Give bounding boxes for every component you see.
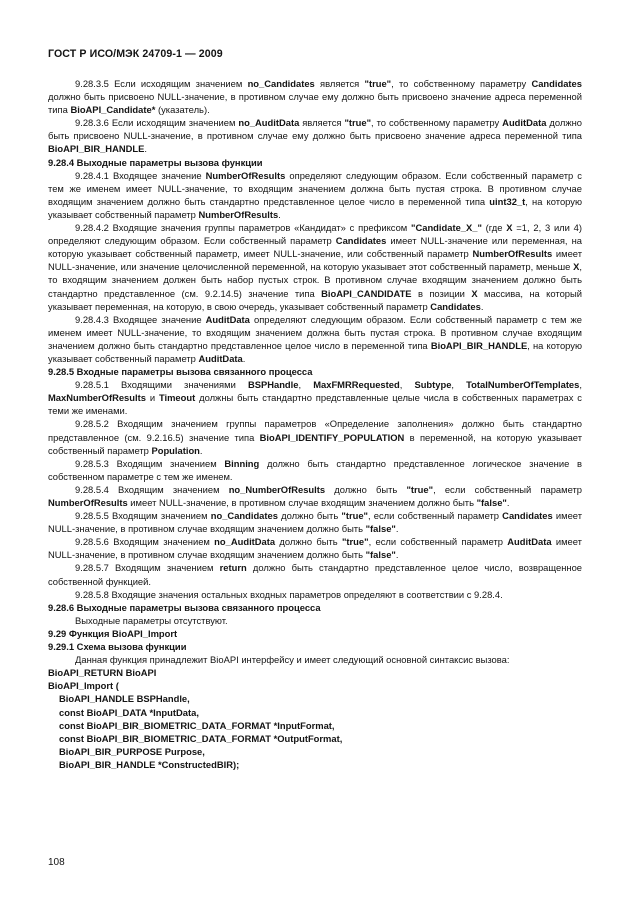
paragraph-text: 9.28.5.7 Входящим значением: [75, 562, 220, 574]
paragraph-text: (указатель).: [155, 104, 210, 116]
paragraph-text: является: [299, 117, 345, 129]
paragraph-text: 9.28.5.6 Входящим значением: [75, 536, 215, 548]
paragraph-text: должно быть стандартно представленное логическое значение в собственном параметре с тем же именем.: [48, 457, 582, 482]
paragraph-text: должно быть стандартно представленное целое число, возвращенное собственной функцией.: [48, 562, 582, 587]
paragraph-text: должно быть присвоено NULL-значение, в противном случае ему должно быть присвоено значение адреса переменной типа: [48, 91, 582, 116]
paragraph-text: ,: [399, 379, 415, 391]
identifier-text: X: [506, 222, 513, 234]
paragraph-text: 9.28.4.2 Входящие значения группы параметров «Кандидат» с префиксом: [75, 222, 412, 234]
identifier-text: Candidates: [531, 78, 582, 89]
identifier-text: no_Candidates: [210, 510, 278, 522]
paragraph-text: .: [199, 444, 203, 456]
identifier-text: AuditData: [502, 117, 547, 129]
identifier-text: AuditData: [507, 536, 552, 548]
paragraph-text: имеет NULL-значение, в противном случае входящим значением должно быть: [48, 536, 582, 561]
paragraph-9-28-4-3: [48, 313, 582, 365]
code-line-param-purpose: BioAPI_BIR_PURPOSE Purpose,: [59, 745, 205, 757]
identifier-text: no_NumberOfResults: [228, 483, 326, 495]
identifier-text: no_Candidates: [247, 78, 315, 89]
identifier-text: Population: [151, 444, 200, 456]
paragraph-text: .: [506, 497, 510, 508]
paragraph-text: 9.28.4.1 Входящее значение: [75, 169, 206, 181]
identifier-text: BioAPI_IDENTIFY_POPULATION: [259, 431, 405, 443]
paragraph-9-28-5-5: [48, 509, 582, 535]
paragraph-9-28-5-1: [48, 378, 582, 417]
identifier-text: "false": [365, 549, 396, 561]
identifier-text: AuditData: [198, 352, 243, 364]
paragraph-text: , на которую указывает собственный параметр: [48, 339, 582, 364]
identifier-text: "false": [365, 523, 396, 535]
paragraph-text: должны быть стандартно представленные целые числа в собственных параметрах с теми же именами.: [48, 392, 582, 417]
heading-9-29: 9.29 Функция BioAPI_Import: [48, 627, 178, 639]
paragraph-9-28-5-6: [48, 535, 582, 561]
document-header: ГОСТ Р ИСО/МЭК 24709-1 — 2009: [48, 48, 223, 60]
paragraph-text: , если собственный параметр: [368, 510, 503, 522]
paragraph-no-output: Выходные параметры отсутствуют.: [75, 614, 228, 626]
identifier-text: NumberOfResults: [198, 208, 279, 220]
paragraph-text: =1, 2, 3 или 4) определяют следующим образом. Если собственный параметр: [48, 222, 582, 247]
paragraph-text: .: [144, 143, 147, 155]
paragraph-text: должно быть: [277, 510, 342, 522]
identifier-text: Subtype: [414, 379, 452, 391]
identifier-text: Timeout: [158, 392, 196, 404]
paragraph-text: имеет NULL-значение, в противном случае входящим значением должно быть: [48, 510, 582, 535]
paragraph-9-29-1: Данная функция принадлежит BioAPI интерфейсу и имеет следующий основной синтаксис вызова:: [75, 654, 510, 666]
identifier-text: uint32_t: [489, 195, 526, 207]
identifier-text: BioAPI_BIR_HANDLE: [48, 143, 145, 155]
paragraph-text: имеет NULL-значение, в противном случае входящим значением должно быть: [127, 497, 477, 508]
identifier-text: BioAPI_Candidate*: [70, 104, 156, 116]
identifier-text: AuditData: [205, 313, 250, 325]
paragraph-text: в позиции: [411, 287, 472, 299]
paragraph-text: 9.28.5.2 Входящим значением группы параметров «Определение заполнения» должно быть стандартно представленное (см. 9.2.16.5) значение типа: [48, 418, 582, 443]
paragraph-text: .: [395, 523, 399, 535]
paragraph-text: , если собственный параметр: [433, 483, 582, 495]
document-body: [48, 77, 582, 771]
code-line-param-inputformat: const BioAPI_BIR_BIOMETRIC_DATA_FORMAT *InputFormat,: [59, 719, 335, 731]
paragraph-text: массива, на который указывает переменная, на которую, в свою очередь, указывает собственный параметр: [48, 287, 582, 312]
paragraph-9-28-3-5: [48, 77, 582, 116]
paragraph-text: .: [278, 208, 281, 220]
paragraph-text: , на которую указывает собственный параметр: [48, 195, 583, 220]
paragraph-9-28-5-7: [48, 561, 582, 587]
paragraph-text: имеет NULL-значение или переменная, на которую указывает собственный параметр, имеет NULL-значение, или собственный параметр: [48, 235, 582, 260]
paragraph-text: , то собственному параметру: [371, 117, 503, 129]
identifier-text: NumberOfResults: [472, 248, 553, 260]
paragraph-text: 9.28.3.6 Если исходящим значением: [75, 117, 239, 129]
identifier-text: Candidates: [430, 300, 481, 312]
paragraph-text: 9.28.4.3 Входящее значение: [75, 313, 206, 325]
paragraph-text: .: [480, 300, 484, 312]
paragraph-9-28-4-2: [48, 221, 582, 313]
identifier-text: NumberOfResults: [48, 497, 128, 508]
identifier-text: "true": [341, 510, 368, 522]
paragraph-text: 9.28.5.1 Входящими значениями: [75, 379, 248, 391]
paragraph-text: , то собственному параметру: [391, 78, 532, 89]
identifier-text: "true": [406, 483, 434, 495]
identifier-text: "false": [476, 497, 507, 508]
identifier-text: "true": [344, 117, 372, 129]
paragraph-text: (где: [481, 222, 507, 234]
code-line-return-type: BioAPI_RETURN BioAPI: [48, 667, 157, 679]
paragraph-9-28-3-6: [48, 116, 582, 155]
paragraph-text: , то входящим значением должен быть набор пустых строк. В противном случае входящим значением должно быть стандартно представленное (см. 9.2.14.5) значение типа: [48, 261, 582, 299]
code-line-function-name: BioAPI_Import (: [48, 680, 119, 692]
identifier-text: BioAPI_BIR_HANDLE: [430, 339, 528, 351]
paragraph-text: и: [145, 392, 159, 404]
code-line-param-bsphandle: BioAPI_HANDLE BSPHandle,: [59, 693, 190, 705]
paragraph-text: ,: [579, 379, 582, 391]
code-line-param-outputformat: const BioAPI_BIR_BIOMETRIC_DATA_FORMAT *OutputFormat,: [59, 732, 343, 744]
paragraph-text: в переменной, на которую указывает собственный параметр: [48, 431, 582, 456]
paragraph-text: определяют следующим образом. Если собственный параметр с тем же именем имеет NULL-значение, то входящим значением должна быть пустая строка. В противном случае входящим значением должно быть стандартно представленное целое число в переменной типа: [48, 169, 582, 207]
identifier-text: "true": [364, 78, 392, 89]
code-line-param-constructedbir: BioAPI_BIR_HANDLE *ConstructedBIR);: [59, 758, 240, 770]
paragraph-9-28-5-8: 9.28.5.8 Входящие значения остальных входных параметров определяют в соответствии с 9.28.4.: [75, 588, 503, 600]
paragraph-9-28-5-3: [48, 457, 582, 483]
paragraph-text: 9.28.5.3 Входящим значением: [75, 457, 225, 469]
paragraph-text: ,: [451, 379, 467, 391]
paragraph-text: .: [395, 549, 399, 561]
paragraph-text: 9.28.3.5 Если исходящим значением: [75, 78, 248, 89]
identifier-text: X: [573, 261, 580, 273]
paragraph-text: 9.28.5.5 Входящим значением: [75, 510, 211, 522]
paragraph-text: 9.28.5.4 Входящим значением: [75, 483, 229, 495]
identifier-text: Binning: [224, 457, 260, 469]
paragraph-text: должно быть присвоено NULL-значение, в противном случае ему должно быть присвоено значение адреса переменной типа: [48, 117, 583, 142]
paragraph-9-28-4-1: [48, 169, 582, 221]
paragraph-9-28-5-2: [48, 417, 582, 456]
identifier-text: Candidates: [502, 510, 553, 522]
page-number: 108: [48, 857, 65, 868]
paragraph-text: определяют следующим образом. Если собственный параметр с тем же именем имеет NULL-значение, то входящим значением должна быть пустая строка. В противном случае входящим значением должно быть стандартно представленное целое число в переменной типа: [48, 313, 582, 351]
heading-9-28-6: 9.28.6 Выходные параметры вызова связанного процесса: [48, 601, 321, 613]
paragraph-text: является: [314, 78, 365, 89]
paragraph-text: , если собственный параметр: [368, 536, 508, 548]
heading-9-28-4: 9.28.4 Выходные параметры вызова функции: [48, 156, 263, 168]
identifier-text: TotalNumberOfTemplates: [466, 379, 580, 391]
paragraph-text: должно быть: [325, 483, 407, 495]
paragraph-text: имеет NULL-значение, или значение целочисленной переменной, на которую указывает этот собственный параметр, меньше: [48, 248, 582, 273]
identifier-text: MaxNumberOfResults: [48, 392, 146, 404]
identifier-text: Candidates: [335, 235, 387, 247]
identifier-text: X: [471, 287, 478, 299]
paragraph-9-28-5-4: [48, 483, 582, 509]
code-line-param-inputdata: const BioAPI_DATA *InputData,: [59, 706, 199, 718]
paragraph-text: должно быть: [275, 536, 342, 548]
identifier-text: no_AuditData: [214, 536, 276, 548]
paragraph-text: ,: [298, 379, 314, 391]
identifier-text: MaxFMRRequested: [313, 379, 400, 391]
heading-9-28-5: 9.28.5 Входные параметры вызова связанного процесса: [48, 366, 313, 378]
identifier-text: "true": [341, 536, 369, 548]
identifier-text: no_AuditData: [238, 117, 300, 129]
paragraph-text: .: [242, 352, 246, 364]
identifier-text: "Candidate_X_": [411, 222, 482, 234]
identifier-text: return: [219, 562, 247, 574]
identifier-text: NumberOfResults: [205, 169, 286, 181]
heading-9-29-1: 9.29.1 Схема вызова функции: [48, 641, 187, 653]
identifier-text: BioAPI_CANDIDATE: [321, 287, 412, 299]
identifier-text: BSPHandle: [247, 379, 299, 391]
